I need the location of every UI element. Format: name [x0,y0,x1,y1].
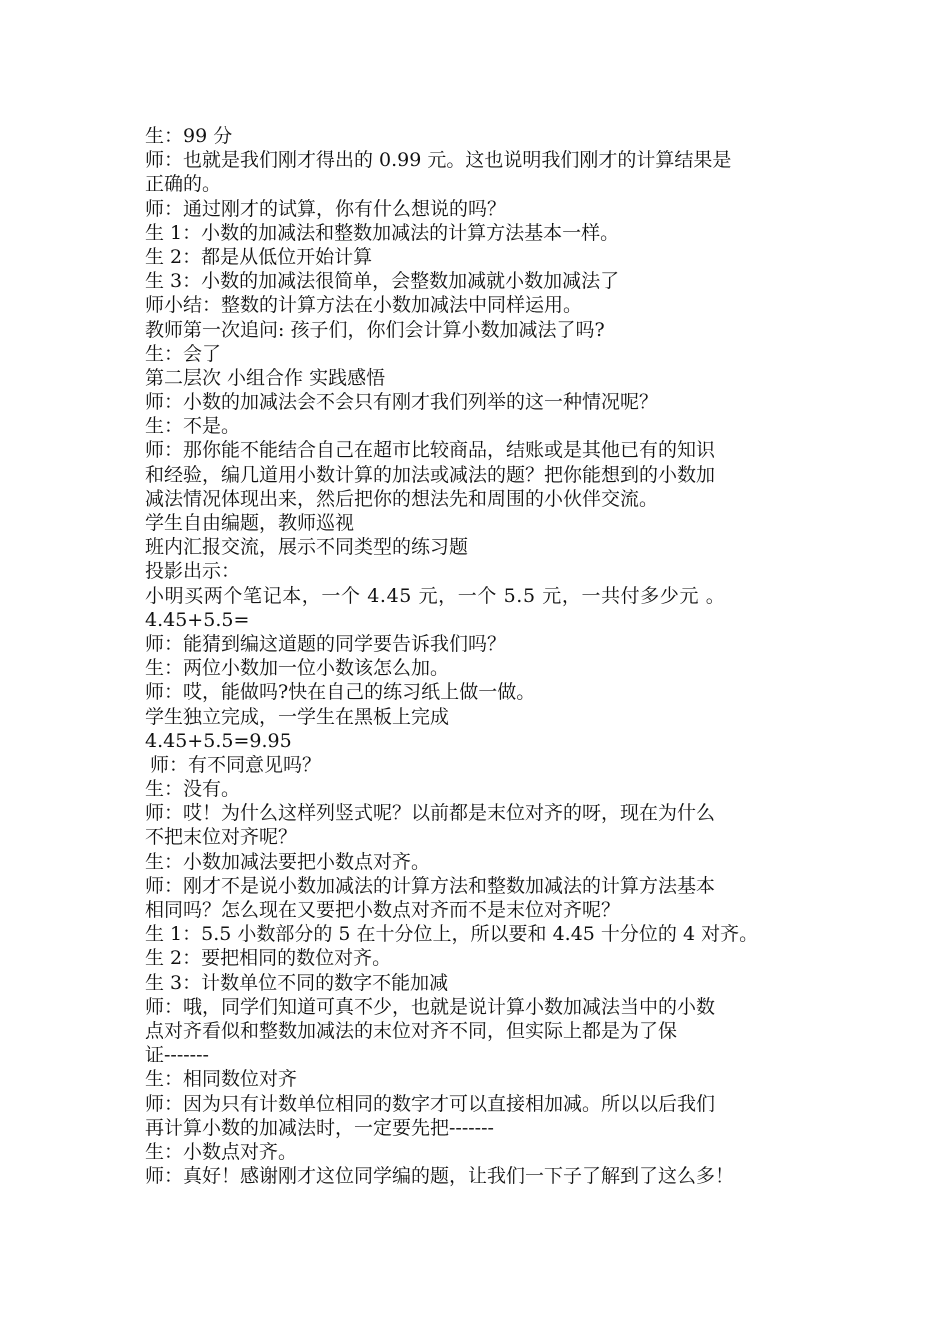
text-line: 生：没有。 [145,778,241,801]
text-line: 生：两位小数加一位小数该怎么加。 [145,657,450,680]
text-line: 学生自由编题，教师巡视 [145,512,355,534]
text-line: 相同吗？怎么现在又要把小数点对齐而不是末位对齐呢？ [145,899,621,921]
text-line: 不把末位对齐呢？ [145,826,298,849]
text-line: 师：真好！感谢刚才这位同学编的题，让我们一下子了解到了这么多！ [145,1165,735,1188]
text-line: 证------- [145,1044,209,1067]
text-line: 生：会了 [145,342,222,365]
text-line: 生 3：小数的加减法很简单，会整数加减就小数加减法了 [145,270,620,293]
section-heading: 第二层次 小组合作 实践感悟 [145,366,386,389]
text-line: 师：也就是我们刚才得出的 0.99 元。这也说明我们刚才的计算结果是 [145,149,732,172]
document-body [145,124,825,1188]
equation-line: 4.45+5.5=9.95 [145,729,292,752]
problem-text: 小明买两个笔记本，一个 4.45 元，一个 5.5 元，一共付多少元 。 [145,584,726,607]
text-line: 师：因为只有计数单位相同的数字才可以直接相加减。所以以后我们 [145,1092,716,1115]
text-line: 师：能猜到编这道题的同学要告诉我们吗？ [145,632,507,655]
text-line: 生 1：5.5 小数部分的 5 在十分位上，所以要和 4.45 十分位的 4 对齐。 [145,923,759,946]
text-line: 教师第一次追问: 孩子们，你们会计算小数加减法了吗? [145,318,605,341]
text-line: 师：小数的加减法会不会只有刚才我们列举的这一种情况呢？ [145,391,659,414]
text-line: 减法情况体现出来，然后把你的想法先和周围的小伙伴交流。 [145,487,659,510]
text-line: 生 2：要把相同的数位对齐。 [145,947,392,970]
text-line: 师：哦，同学们知道可真不少，也就是说计算小数加减法当中的小数 [145,995,716,1018]
text-line: 点对齐看似和整数加减法的末位对齐不同，但实际上都是为了保 [145,1019,678,1042]
text-line: 正确的。 [145,173,222,196]
text-line: 班内汇报交流，展示不同类型的练习题 [145,536,469,559]
text-line: 师：哎，能做吗?快在自己的练习纸上做一做。 [145,681,536,704]
text-line: 师：刚才不是说小数加减法的计算方法和整数加减法的计算方法基本 [145,874,716,897]
text-line: 生：不是。 [145,415,241,438]
text-line: 师：通过刚才的试算，你有什么想说的吗？ [145,197,507,220]
text-line: 师：有不同意见吗？ [150,753,322,776]
text-line: 生 1：小数的加减法和整数加减法的计算方法基本一样。 [145,221,620,244]
text-line: 师小结：整数的计算方法在小数加减法中同样运用。 [145,294,583,317]
text-line: 生：小数加减法要把小数点对齐。 [145,850,431,873]
equation-line: 4.45+5.5= [145,608,250,631]
text-line: 师：那你能不能结合自己在超市比较商品，结账或是其他已有的知识 [145,439,716,462]
text-line: 和经验，编几道用小数计算的加法或减法的题？把你能想到的小数加 [145,463,716,486]
text-line: 生 2：都是从低位开始计算 [145,245,373,268]
text-line: 学生独立完成，一学生在黑板上完成 [145,705,450,728]
text-line: 生：相同数位对齐 [145,1068,298,1091]
text-line: 投影出示： [145,560,241,583]
text-line: 生 3：计数单位不同的数字不能加减 [145,971,449,994]
text-line: 生：99 分 [145,125,233,147]
text-line: 生：小数点对齐。 [145,1140,298,1163]
text-line: 再计算小数的加减法时，一定要先把------- [145,1116,494,1139]
text-line: 师：哎！为什么这样列竖式呢？以前都是末位对齐的呀，现在为什么 [145,802,716,825]
